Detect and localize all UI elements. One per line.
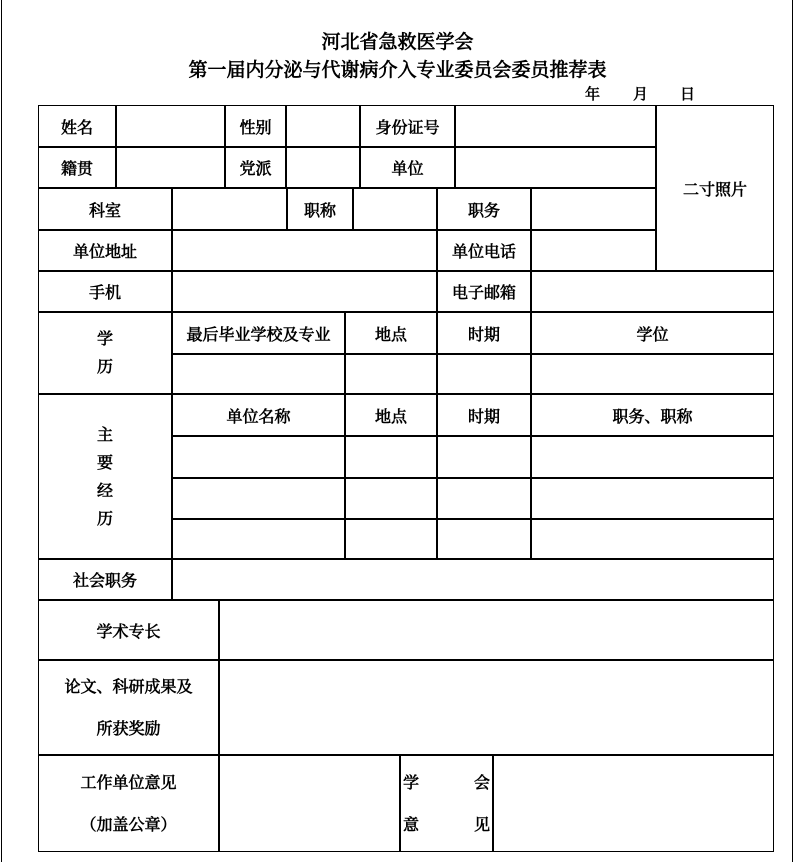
education-school-field[interactable] xyxy=(172,354,345,394)
experience-header-unit: 单位名称 xyxy=(172,394,345,436)
gender-field[interactable] xyxy=(286,105,360,147)
education-header-degree: 学位 xyxy=(531,312,774,354)
experience-position-field[interactable] xyxy=(531,478,774,519)
unit-label: 单位 xyxy=(360,147,455,188)
society-opinion-label xyxy=(400,755,493,852)
department-label: 科室 xyxy=(38,188,172,230)
experience-unit-field[interactable] xyxy=(172,478,345,519)
photo-placeholder[interactable]: 二寸照片 xyxy=(656,105,774,271)
society-opinion-char: 见 xyxy=(473,814,490,834)
education-degree-field[interactable] xyxy=(531,354,774,394)
date-day-label: 日 xyxy=(680,85,696,103)
gender-label: 性别 xyxy=(225,105,286,147)
experience-unit-field[interactable] xyxy=(172,519,345,559)
date-year-label: 年 xyxy=(585,85,601,103)
experience-location-field[interactable] xyxy=(345,519,437,559)
mobile-label: 手机 xyxy=(38,271,172,312)
form-title: 第一届内分泌与代谢病介入专业委员会委员推荐表 xyxy=(188,59,607,81)
email-field[interactable] xyxy=(531,271,774,312)
unit-opinion-label xyxy=(38,755,219,852)
experience-unit-field[interactable] xyxy=(172,436,345,478)
email-label: 电子邮箱 xyxy=(437,271,531,312)
org-title: 河北省急救医学会 xyxy=(321,31,474,53)
department-field[interactable] xyxy=(172,188,287,230)
expertise-label: 学术专长 xyxy=(38,600,219,660)
society-opinion-char: 学 xyxy=(403,772,420,792)
education-header-location: 地点 xyxy=(345,312,437,354)
education-header-period: 时期 xyxy=(437,312,531,354)
experience-header-location: 地点 xyxy=(345,394,437,436)
experience-label-char: 主 xyxy=(96,424,113,444)
date-month-label: 月 xyxy=(633,85,649,103)
id-number-label: 身份证号 xyxy=(360,105,455,147)
experience-location-field[interactable] xyxy=(345,436,437,478)
id-number-field[interactable] xyxy=(455,105,656,147)
education-label-char: 历 xyxy=(96,357,113,376)
unit-phone-label: 单位电话 xyxy=(437,230,531,271)
page-border-left xyxy=(1,0,2,862)
address-field[interactable] xyxy=(172,230,437,271)
papers-awards-field[interactable] xyxy=(219,660,774,755)
social-position-field[interactable] xyxy=(172,559,774,600)
unit-field[interactable] xyxy=(455,147,656,188)
education-label-char: 学 xyxy=(96,329,113,348)
experience-header-period: 时期 xyxy=(437,394,531,436)
experience-label-char: 要 xyxy=(96,452,113,472)
experience-position-field[interactable] xyxy=(531,436,774,478)
address-label: 单位地址 xyxy=(38,230,172,271)
experience-header-position: 职务、职称 xyxy=(531,394,774,436)
experience-label-char: 经 xyxy=(96,480,113,500)
experience-position-field[interactable] xyxy=(531,519,774,559)
unit-opinion-line: 工作单位意见 xyxy=(80,772,177,792)
education-header-school: 最后毕业学校及专业 xyxy=(172,312,345,354)
mobile-field[interactable] xyxy=(172,271,437,312)
experience-period-field[interactable] xyxy=(437,478,531,519)
name-field[interactable] xyxy=(116,105,225,147)
title-label: 职称 xyxy=(287,188,353,230)
education-period-field[interactable] xyxy=(437,354,531,394)
unit-phone-field[interactable] xyxy=(531,230,656,271)
native-place-label: 籍贯 xyxy=(38,147,116,188)
position-label: 职务 xyxy=(437,188,531,230)
education-location-field[interactable] xyxy=(345,354,437,394)
society-opinion-char: 会 xyxy=(473,772,490,792)
papers-awards-label xyxy=(38,660,219,755)
page-border-right xyxy=(792,0,793,862)
society-opinion-char: 意 xyxy=(403,814,420,834)
native-place-field[interactable] xyxy=(116,147,225,188)
expertise-field[interactable] xyxy=(219,600,774,660)
society-opinion-field[interactable] xyxy=(493,755,774,852)
papers-label-line: 所获奖励 xyxy=(96,718,161,738)
social-position-label: 社会职务 xyxy=(38,559,172,600)
experience-period-field[interactable] xyxy=(437,436,531,478)
party-label: 党派 xyxy=(225,147,286,188)
experience-section-label xyxy=(38,394,172,559)
party-field[interactable] xyxy=(286,147,360,188)
unit-opinion-line: （加盖公章） xyxy=(80,814,177,834)
unit-opinion-field[interactable] xyxy=(219,755,400,852)
title-field[interactable] xyxy=(353,188,437,230)
education-section-label xyxy=(38,312,172,394)
experience-period-field[interactable] xyxy=(437,519,531,559)
papers-label-line: 论文、科研成果及 xyxy=(64,676,193,696)
position-field[interactable] xyxy=(531,188,656,230)
name-label: 姓名 xyxy=(38,105,116,147)
experience-location-field[interactable] xyxy=(345,478,437,519)
experience-label-char: 历 xyxy=(96,508,113,528)
